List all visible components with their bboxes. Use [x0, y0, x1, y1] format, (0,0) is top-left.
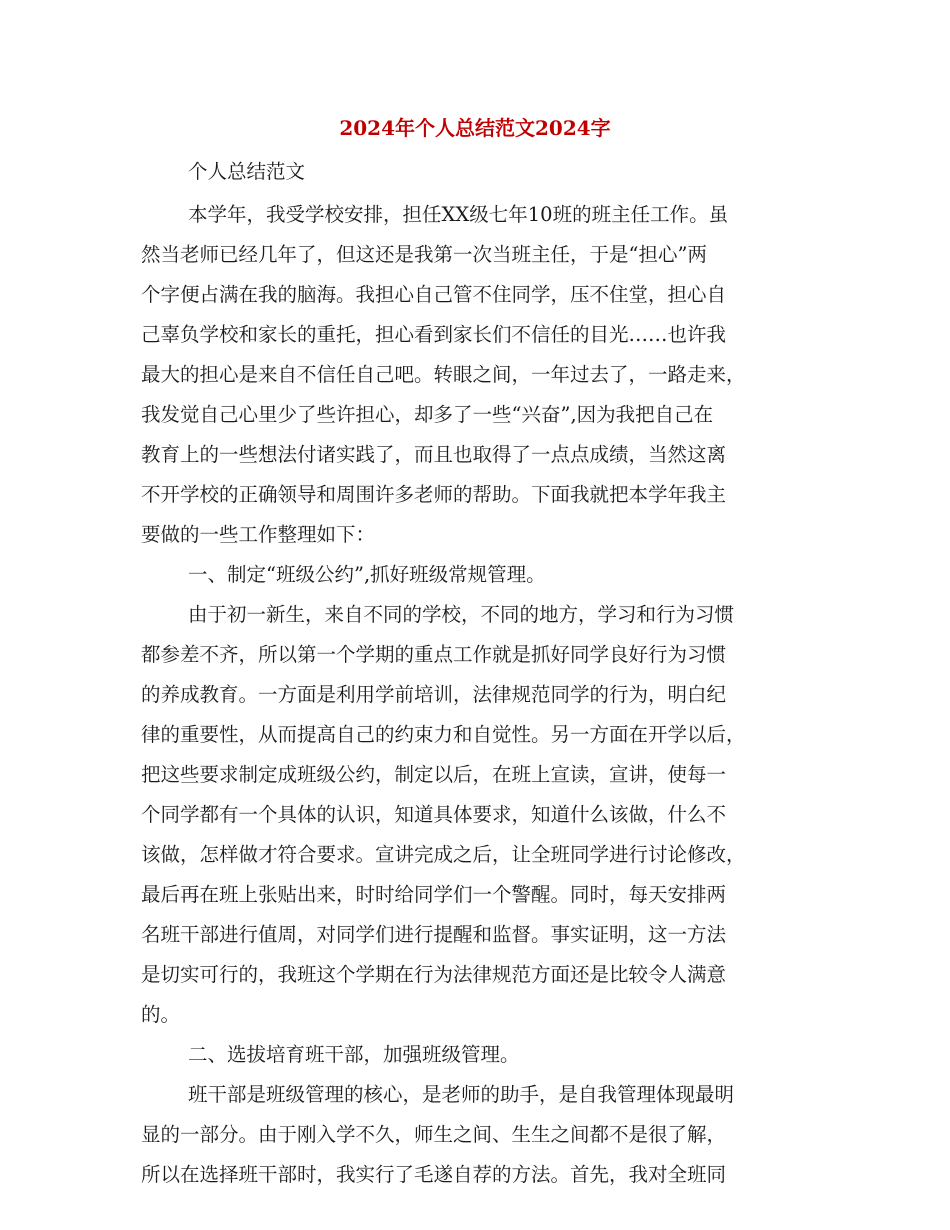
text-line: 的养成教育。一方面是利用学前培训，法律规范同学的行为，明白纪 — [141, 683, 727, 706]
text-line: 由于初一新生，来自不同的学校，不同的地方，学习和行为习惯 — [188, 603, 735, 626]
text-line: 都参差不齐，所以第一个学期的重点工作就是抓好同学良好行为习惯 — [141, 643, 727, 666]
text-line: 本学年，我受学校安排，担任XX级七年10班的班主任工作。虽 — [188, 203, 729, 226]
text-line: 该做，怎样做才符合要求。宣讲完成之后，让全班同学进行讨论修改， — [141, 843, 746, 866]
section-heading: 一、制定“班级公约”,抓好班级常规管理。 — [188, 563, 546, 586]
text-line: 最大的担心是来自不信任自己吧。转眼之间，一年过去了，一路走来， — [141, 363, 746, 386]
text-line: 班干部是班级管理的核心，是老师的助手，是自我管理体现最明 — [188, 1083, 735, 1106]
text-line: 己辜负学校和家长的重托，担心看到家长们不信任的目光……也许我 — [141, 323, 727, 346]
text-line: 所以在选择班干部时，我实行了毛遂自荐的方法。首先，我对全班同 — [141, 1163, 727, 1186]
text-line: 最后再在班上张贴出来，时时给同学们一个警醒。同时，每天安排两 — [141, 883, 727, 906]
text-line: 显的一部分。由于刚入学不久，师生之间、生生之间都不是很了解， — [141, 1123, 727, 1146]
text-line: 我发觉自己心里少了些许担心，却多了一些“兴奋”,因为我把自己在 — [141, 403, 714, 426]
text-line: 的。 — [141, 1003, 181, 1026]
text-line: 要做的一些工作整理如下： — [141, 523, 376, 546]
section-heading: 二、选拔培育班干部，加强班级管理。 — [188, 1043, 520, 1066]
text-line: 律的重要性，从而提高自己的约束力和自觉性。另一方面在开学以后， — [141, 723, 746, 746]
text-line: 是切实可行的，我班这个学期在行为法律规范方面还是比较令人满意 — [141, 963, 727, 986]
text-line: 个同学都有一个具体的认识，知道具体要求，知道什么该做，什么不 — [141, 803, 727, 826]
text-line: 教育上的一些想法付诸实践了，而且也取得了一点点成绩，当然这离 — [141, 443, 727, 466]
text-line: 把这些要求制定成班级公约，制定以后，在班上宣读，宣讲，使每一 — [141, 763, 727, 786]
text-line: 不开学校的正确领导和周围许多老师的帮助。下面我就把本学年我主 — [141, 483, 727, 506]
document-title: 2024年个人总结范文2024字 — [339, 116, 611, 140]
text-line: 个字便占满在我的脑海。我担心自己管不住同学，压不住堂，担心自 — [141, 283, 727, 306]
text-line: 个人总结范文 — [188, 160, 306, 183]
text-line: 然当老师已经几年了，但这还是我第一次当班主任，于是“担心”两 — [141, 243, 707, 266]
text-line: 名班干部进行值周，对同学们进行提醒和监督。事实证明，这一方法 — [141, 923, 727, 946]
